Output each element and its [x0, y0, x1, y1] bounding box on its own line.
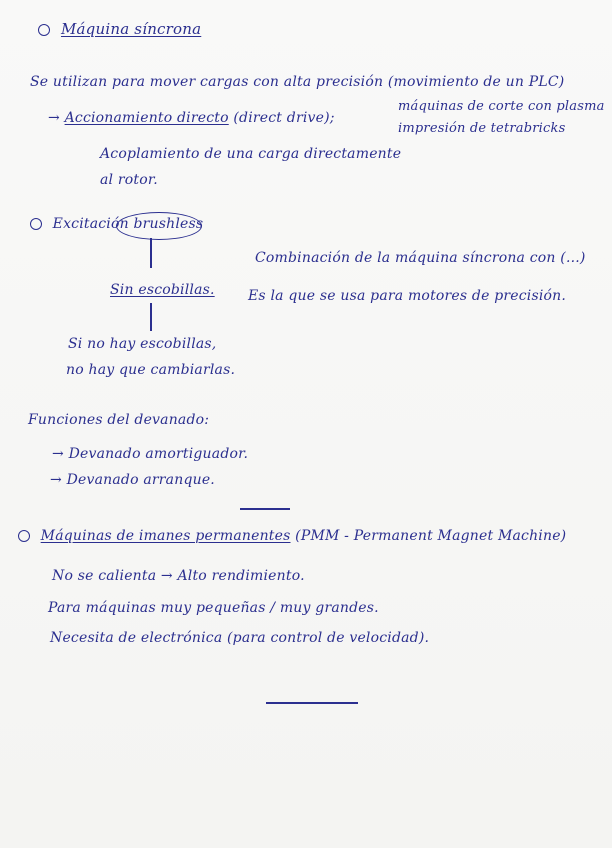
section-4-line-3: Necesita de electrónica (para control de velocidad).	[50, 630, 430, 646]
separator-1	[240, 508, 290, 510]
section-4-line-1: No se calienta → Alto rendimiento.	[52, 568, 305, 584]
section-2-title: Excitación brushless	[30, 216, 203, 232]
section-3-item-1: → Devanado amortiguador.	[52, 446, 249, 462]
section-2-line-2: no hay que cambiarlas.	[66, 362, 236, 378]
section-1-line-2: → Accionamiento directo (direct drive);	[48, 110, 335, 126]
connector-line-2	[150, 303, 152, 331]
section-1-note-1: máquinas de corte con plasma	[398, 99, 605, 114]
bullet-icon	[18, 530, 30, 542]
section-2-right-1: Combinación de la máquina síncrona con (...)	[255, 250, 586, 266]
section-3-item-2: → Devanado arranque.	[50, 472, 215, 488]
section-1-line-4: al rotor.	[100, 172, 158, 188]
section-4-line-2: Para máquinas muy pequeñas / muy grandes.	[48, 600, 379, 616]
section-1-line-1: Se utilizan para mover cargas con alta precisión (movimiento de un PLC)	[30, 74, 565, 90]
section-3-title: Funciones del devanado:	[28, 412, 210, 428]
section-2-sub: Sin escobillas.	[110, 282, 215, 298]
brushless-oval	[116, 212, 202, 240]
section-2-right-2: Es la que se usa para motores de precisión.	[248, 288, 567, 304]
bullet-icon	[38, 24, 50, 36]
section-2-line-1: Si no hay escobillas,	[68, 336, 217, 352]
section-1-note-2: impresión de tetrabricks	[398, 121, 566, 136]
section-1-title: Máquina síncrona	[38, 20, 201, 38]
bullet-icon	[30, 218, 42, 230]
separator-2	[266, 702, 358, 704]
section-4-title: Máquinas de imanes permanentes (PMM - Permanent Magnet Machine)	[18, 528, 566, 544]
connector-line-1	[150, 238, 152, 268]
section-1-line-3: Acoplamiento de una carga directamente	[100, 146, 402, 162]
